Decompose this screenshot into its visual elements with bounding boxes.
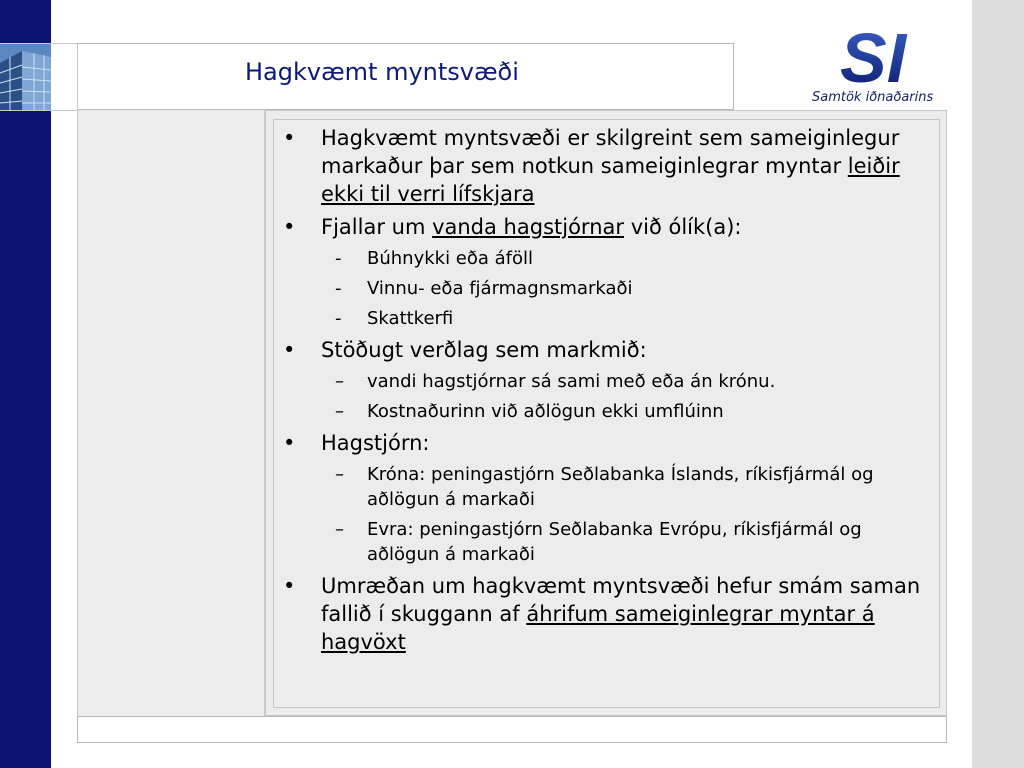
bullet-text: Stöðugt verðlag sem markmið: <box>321 338 647 362</box>
sub-bullet-text: vandi hagstjórnar sá sami með eða án krónu. <box>367 371 776 392</box>
sub-bullet-text: Skattkerfi <box>367 308 454 329</box>
bullet-underlined-text: áhrifum sameiginlegrar myntar á hagvöxt <box>321 602 875 654</box>
logo-mark-text: SI <box>840 20 907 90</box>
sub-bullet-text: Búhnykki eða áföll <box>367 248 534 269</box>
bullet-text: Hagstjórn: <box>321 431 430 455</box>
bullet-item <box>283 429 933 457</box>
sub-bullet-item <box>283 369 933 394</box>
bullet-marker: • <box>283 574 296 598</box>
sub-bullet-marker: – <box>335 371 344 392</box>
title-rule-bottom <box>0 110 77 111</box>
bullet-item <box>283 572 933 656</box>
sub-bullet-text: Vinnu- eða fjármagnsmarkaði <box>367 278 633 299</box>
sub-bullet-item <box>283 399 933 424</box>
left-panel <box>77 110 265 716</box>
right-accent-bar <box>972 0 1024 768</box>
bullet-text-after: við ólík(a): <box>624 215 742 239</box>
sub-bullet-marker: - <box>335 278 342 299</box>
bullet-text: Fjallar um <box>321 215 433 239</box>
building-photo <box>0 43 51 111</box>
sub-bullet-item <box>283 517 933 567</box>
slide-title: Hagkvæmt myntsvæði <box>245 58 519 86</box>
bullet-underlined-text: leiðir ekki til verri lífskjara <box>321 154 900 206</box>
bullet-marker: • <box>283 215 296 239</box>
sub-bullet-marker: - <box>335 308 342 329</box>
left-accent-bar <box>0 0 51 768</box>
bullet-marker: • <box>283 126 296 150</box>
sub-bullet-text: Kostnaðurinn við aðlögun ekki umflúinn <box>367 401 724 422</box>
sub-bullet-item <box>283 276 933 301</box>
sub-bullet-text: Evra: peningastjórn Seðlabanka Evrópu, ríkisfjármál og aðlögun á markaði <box>367 519 862 565</box>
bullet-marker: • <box>283 431 296 455</box>
title-rule-top <box>0 43 77 44</box>
bullet-underlined-text: vanda hagstjórnar <box>432 215 625 239</box>
sub-bullet-item <box>283 246 933 271</box>
bullet-list <box>283 124 933 661</box>
footer-box <box>77 716 947 743</box>
sub-bullet-item <box>283 306 933 331</box>
bullet-item <box>283 336 933 364</box>
bullet-item <box>283 124 933 208</box>
sub-bullet-marker: – <box>335 401 344 422</box>
sub-bullet-item <box>283 462 933 512</box>
bullet-item <box>283 213 933 241</box>
bullet-text: Hagkvæmt myntsvæði er skilgreint sem sameiginlegur markaður þar sem notkun sameiginlegrar myntar <box>321 126 900 178</box>
sub-bullet-marker: – <box>335 464 344 485</box>
logo-caption: Samtök iðnaðarins <box>812 90 934 105</box>
sub-bullet-text: Króna: peningastjórn Seðlabanka Íslands, ríkisfjármál og aðlögun á markaði <box>367 464 874 510</box>
bullet-text: Umræðan um hagkvæmt myntsvæði hefur smám saman fallið í skuggann af <box>321 574 921 626</box>
sub-bullet-marker: - <box>335 248 342 269</box>
sub-bullet-marker: – <box>335 519 344 540</box>
bullet-marker: • <box>283 338 296 362</box>
